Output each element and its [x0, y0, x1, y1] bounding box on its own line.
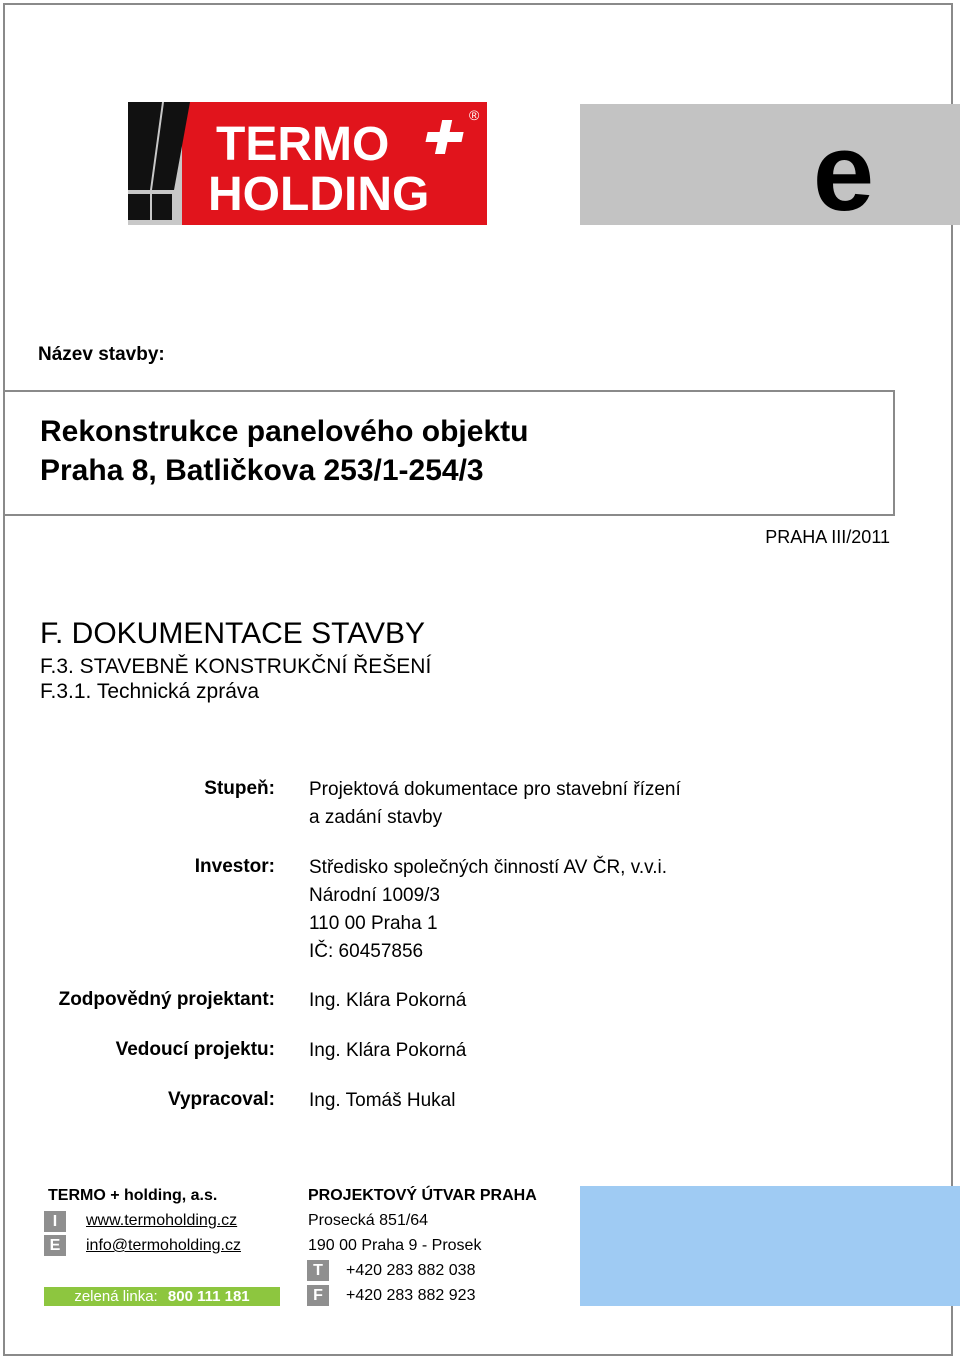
stage-line-2: a zadání stavby — [309, 807, 443, 828]
phone-number: +420 283 882 038 — [346, 1262, 476, 1279]
hotline-label: zelená linka: — [74, 1288, 158, 1305]
registered-mark: ® — [469, 107, 480, 123]
web-key-badge: I — [44, 1211, 66, 1232]
investor-label: Investor: — [194, 856, 275, 877]
stage-line-1: Projektová dokumentace pro stavební řízení — [309, 779, 681, 800]
project-name-label: Název stavby: — [38, 344, 165, 365]
email-key-badge: E — [44, 1235, 66, 1256]
author-label: Vypracoval: — [167, 1089, 275, 1110]
investor-line-1: Středisko společných činností AV ČR, v.v.i. — [309, 857, 667, 878]
email-link[interactable]: info@termoholding.cz — [86, 1237, 241, 1254]
stage-label: Stupeň: — [204, 778, 275, 799]
leader-label: Vedoucí projektu: — [115, 1039, 275, 1060]
logo-line2: HOLDING — [208, 168, 430, 221]
leader-value: Ing. Klára Pokorná — [309, 1040, 467, 1061]
footer-color-box — [580, 1186, 960, 1306]
office-city: 190 00 Praha 9 - Prosek — [308, 1237, 482, 1254]
investor-line-3: 110 00 Praha 1 — [309, 913, 438, 934]
project-title-line1: Rekonstrukce panelového objektu — [40, 415, 529, 448]
fax-number: +420 283 882 923 — [346, 1287, 476, 1304]
termo-holding-logo — [128, 102, 487, 225]
badge-letter: e — [812, 111, 874, 234]
section-doc: F.3.1. Technická zpráva — [40, 680, 260, 703]
web-link[interactable]: www.termoholding.cz — [86, 1212, 238, 1229]
hotline-number: 800 111 181 — [167, 1288, 250, 1305]
investor-line-4: IČ: 60457856 — [309, 941, 424, 962]
document-date: PRAHA III/2011 — [765, 527, 890, 547]
section-sub: F.3. STAVEBNĚ KONSTRUKČNÍ ŘEŠENÍ — [40, 655, 432, 678]
phone-key-badge: T — [307, 1260, 329, 1281]
office-street: Prosecká 851/64 — [308, 1212, 429, 1229]
fax-key-badge: F — [307, 1285, 329, 1306]
hotline-bar — [44, 1287, 280, 1306]
project-title-line2: Praha 8, Batličkova 253/1-254/3 — [40, 454, 484, 487]
author-value: Ing. Tomáš Hukal — [309, 1090, 456, 1111]
logo-line1: TERMO — [216, 118, 390, 171]
office-title: PROJEKTOVÝ ÚTVAR PRAHA — [308, 1187, 537, 1204]
investor-line-2: Národní 1009/3 — [309, 885, 440, 906]
footer-company: TERMO + holding, a.s. — [48, 1187, 218, 1204]
designer-label: Zodpovědný projektant: — [58, 989, 275, 1010]
designer-value: Ing. Klára Pokorná — [309, 990, 467, 1011]
project-title-box — [3, 390, 895, 516]
section-main: F. DOKUMENTACE STAVBY — [40, 617, 426, 650]
badge-box — [580, 104, 960, 225]
